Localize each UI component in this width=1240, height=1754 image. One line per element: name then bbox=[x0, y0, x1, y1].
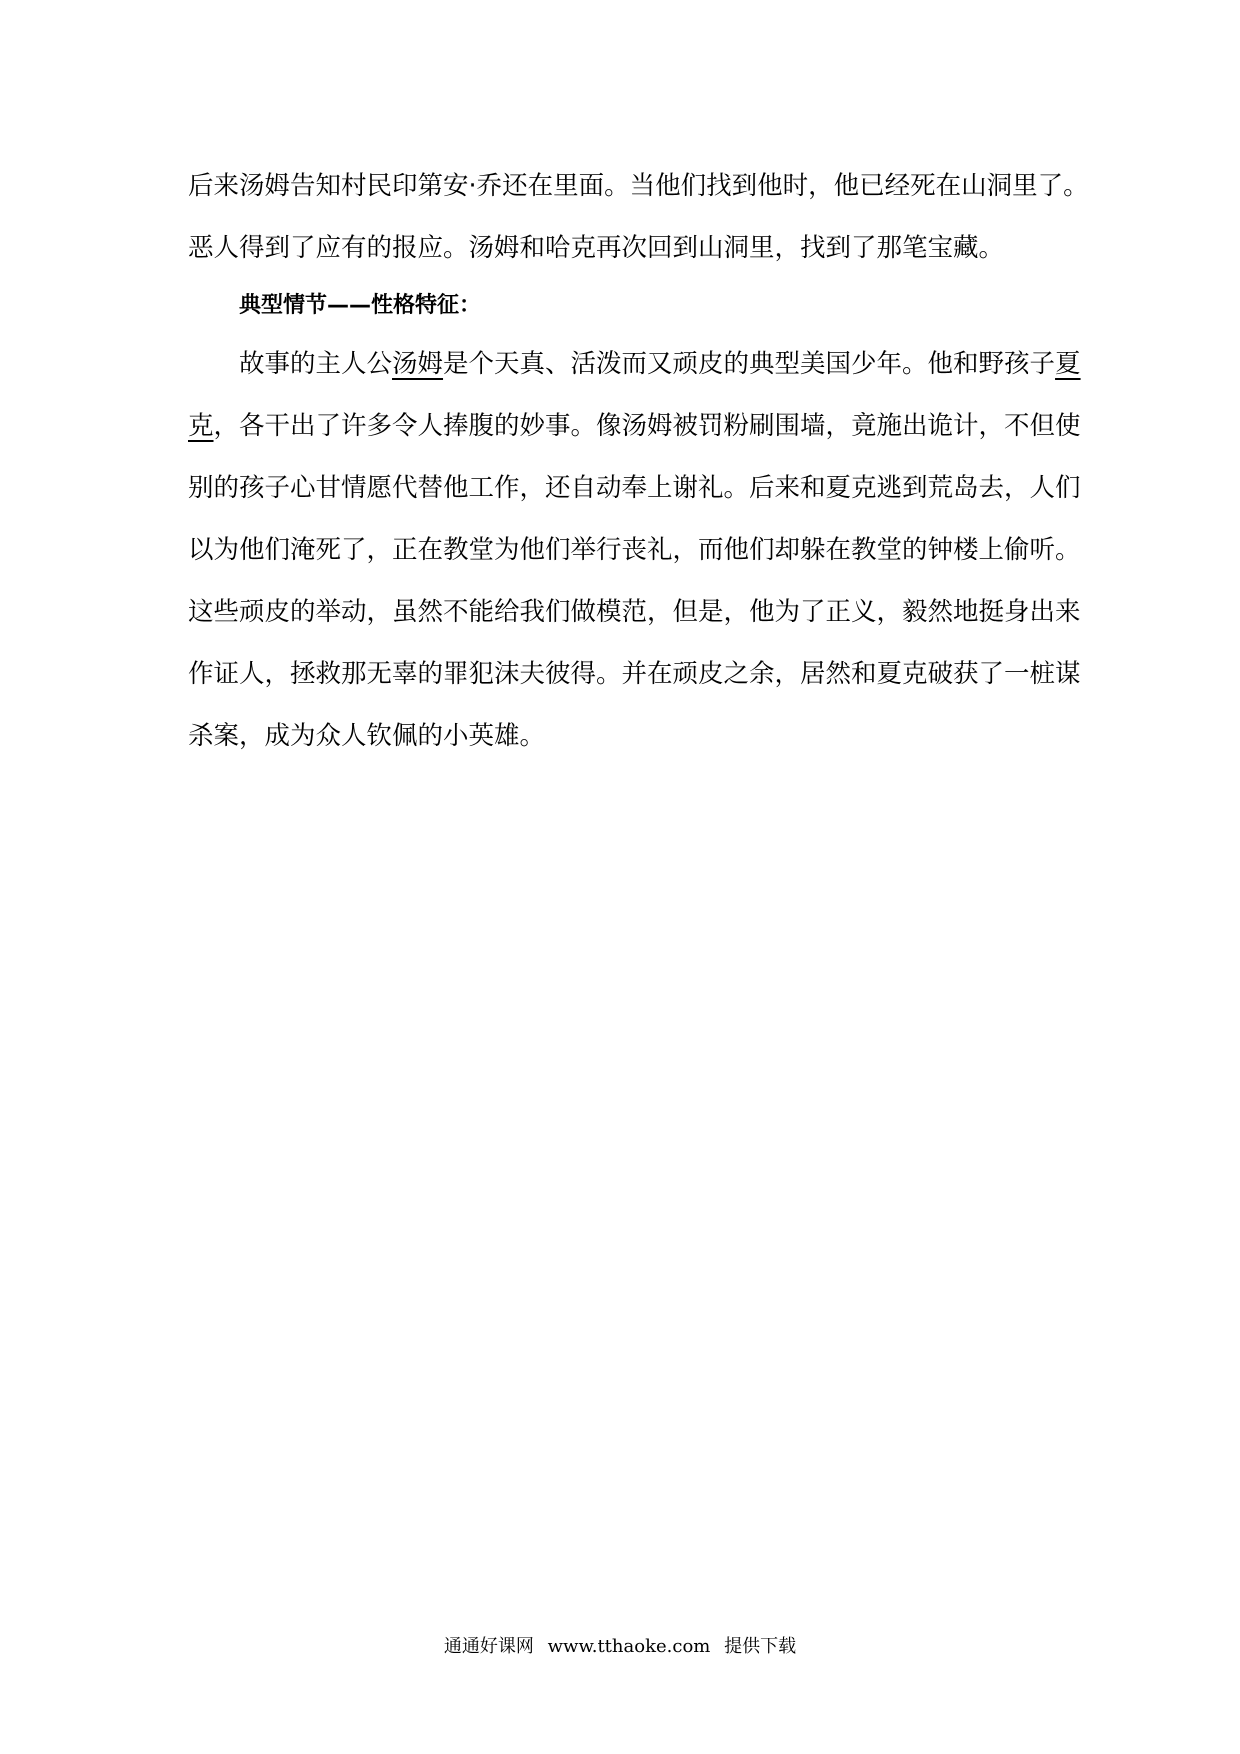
paragraph-2-line-5: 这些顽皮的举动，虽然不能给我们做模范，但是，他为了正义，毅然地挺身出来 bbox=[188, 597, 1081, 627]
paragraph-2-line-1 bbox=[188, 340, 1081, 402]
footer-site-name: 通通好课网 bbox=[443, 1636, 534, 1657]
section-heading: 典型情节——性格特征： bbox=[239, 293, 482, 318]
paragraph-1-line-2: 恶人得到了应有的报应。汤姆和哈克再次回到山洞里，找到了那笔宝藏。 bbox=[188, 233, 1005, 263]
underlined-name-tom: 汤姆 bbox=[392, 349, 444, 379]
paragraph-2-line-3: 别的孩子心甘情愿代替他工作，还自动奉上谢礼。后来和夏克逃到荒岛去，人们 bbox=[188, 473, 1081, 503]
page-footer bbox=[0, 1632, 1240, 1658]
document-body bbox=[188, 162, 1089, 774]
paragraph-1-line-1: 后来汤姆告知村民印第安·乔还在里面。当他们找到他时，他已经死在山洞里了。 bbox=[188, 171, 1089, 201]
paragraph-2-line-4: 以为他们淹死了，正在教堂为他们举行丧礼，而他们却躲在教堂的钟楼上偷听。 bbox=[188, 535, 1081, 565]
underlined-name-huck-part-1: 夏 bbox=[1055, 349, 1081, 379]
paragraph-2-line-6: 作证人，拯救那无辜的罪犯沫夫彼得。并在顽皮之余，居然和夏克破获了一桩谋 bbox=[188, 659, 1081, 689]
text-run: 是个天真、活泼而又顽皮的典型美国少年。他和野孩子 bbox=[443, 349, 1056, 379]
paragraph-2-line-7: 杀案，成为众人钦佩的小英雄。 bbox=[188, 721, 546, 751]
text-run: 故事的主人公 bbox=[239, 349, 393, 379]
paragraph-2-line-2 bbox=[188, 402, 1081, 464]
text-run: ，各干出了许多令人捧腹的妙事。像汤姆被罚粉刷围墙，竟施出诡计，不但使 bbox=[213, 411, 1081, 441]
underlined-name-huck-part-2: 克 bbox=[188, 411, 214, 441]
footer-suffix: 提供下载 bbox=[724, 1636, 797, 1657]
footer-url: www.tthaoke.com bbox=[547, 1636, 711, 1657]
